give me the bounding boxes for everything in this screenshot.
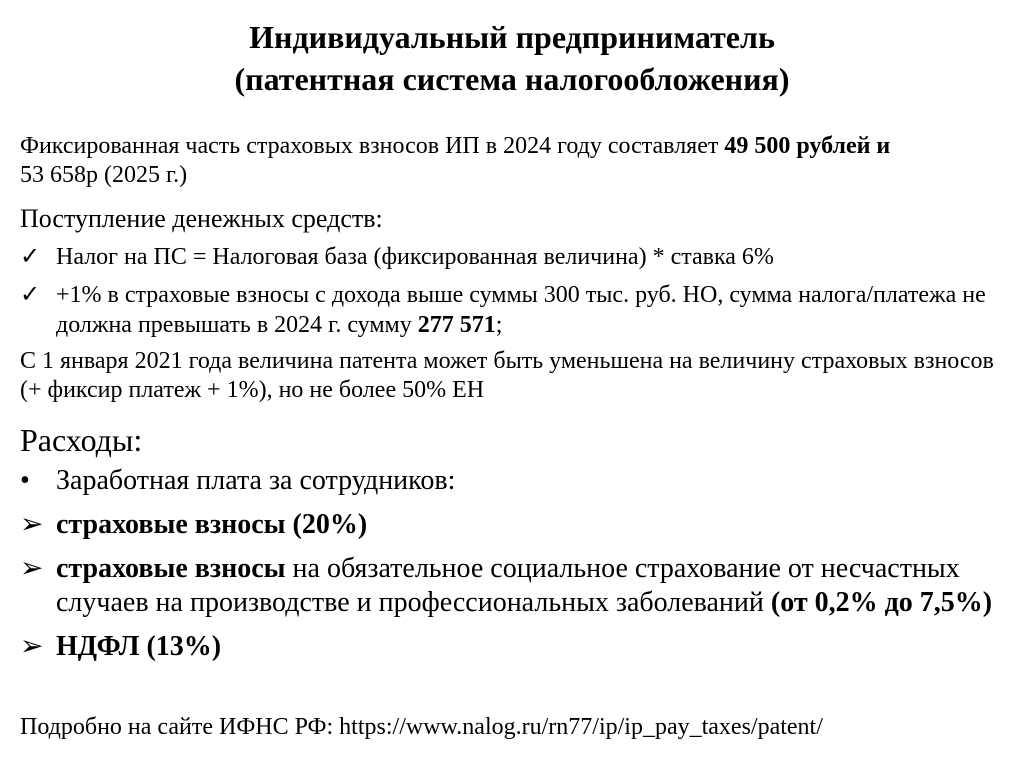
checkmark-icon: ✓ — [20, 282, 41, 308]
arrow-bullet-icon: ➢ — [20, 509, 44, 540]
income-heading: Поступление денежных средств: — [20, 204, 383, 233]
expense-item-text: на обязательное социальное страхование от несчастных случаев на производстве и профессиональных заболеваний — [56, 553, 960, 618]
list-item — [20, 552, 1000, 620]
income-item-text: Налог на ПС = Налоговая база (фиксированная величина) * ставка 6% — [56, 244, 774, 270]
income-list — [20, 242, 1000, 348]
checkmark-icon: ✓ — [20, 244, 41, 270]
list-item — [20, 280, 1000, 340]
fixed-text: Фиксированная часть страховых взносов ИП в 2024 году составляет — [20, 133, 725, 159]
expense-rate-bold: (от 0,2% до 7,5%) — [770, 587, 993, 618]
list-item — [20, 630, 1000, 664]
patent-reduction-paragraph: С 1 января 2021 года величина патента может быть уменьшена на величину страховых взносов (+ фиксир платеж + 1%), но не более 50% ЕН — [20, 348, 994, 403]
slide-title — [0, 16, 1024, 100]
list-item — [20, 508, 1000, 542]
arrow-bullet-icon: ➢ — [20, 631, 44, 662]
income-limit-bold: 277 571 — [417, 312, 496, 338]
title-line-2: (патентная система налогообложения) — [234, 61, 790, 97]
expense-item-bold: страховые взносы — [56, 553, 286, 584]
expenses-heading: Расходы: — [20, 422, 143, 458]
arrow-bullet-icon: ➢ — [20, 553, 44, 584]
expense-item-bold: НДФЛ (13%) — [56, 631, 222, 662]
footer-link-text: Подробно на сайте ИФНС РФ: https://www.nalog.ru/rn77/ip/ip_pay_taxes/patent/ — [20, 714, 823, 740]
fixed-amount-bold: 49 500 рублей и — [724, 133, 891, 159]
income-item-tail: ; — [495, 312, 503, 338]
fixed-contributions-paragraph — [20, 132, 1000, 190]
expenses-list — [20, 464, 1000, 674]
list-item — [20, 464, 1000, 498]
list-item — [20, 242, 1000, 272]
title-line-1: Индивидуальный предприниматель — [249, 19, 775, 55]
bullet-icon: • — [20, 465, 30, 496]
fixed-amount-2025: 53 658р (2025 г.) — [20, 162, 188, 188]
expense-item-bold: страховые взносы (20%) — [56, 509, 368, 540]
income-item-text: +1% в страховые взносы с дохода выше суммы 300 тыс. руб. НО, сумма налога/платежа не должна превышать в 2024 г. сумму — [56, 282, 986, 338]
expense-item-text: Заработная плата за сотрудников: — [56, 465, 456, 496]
